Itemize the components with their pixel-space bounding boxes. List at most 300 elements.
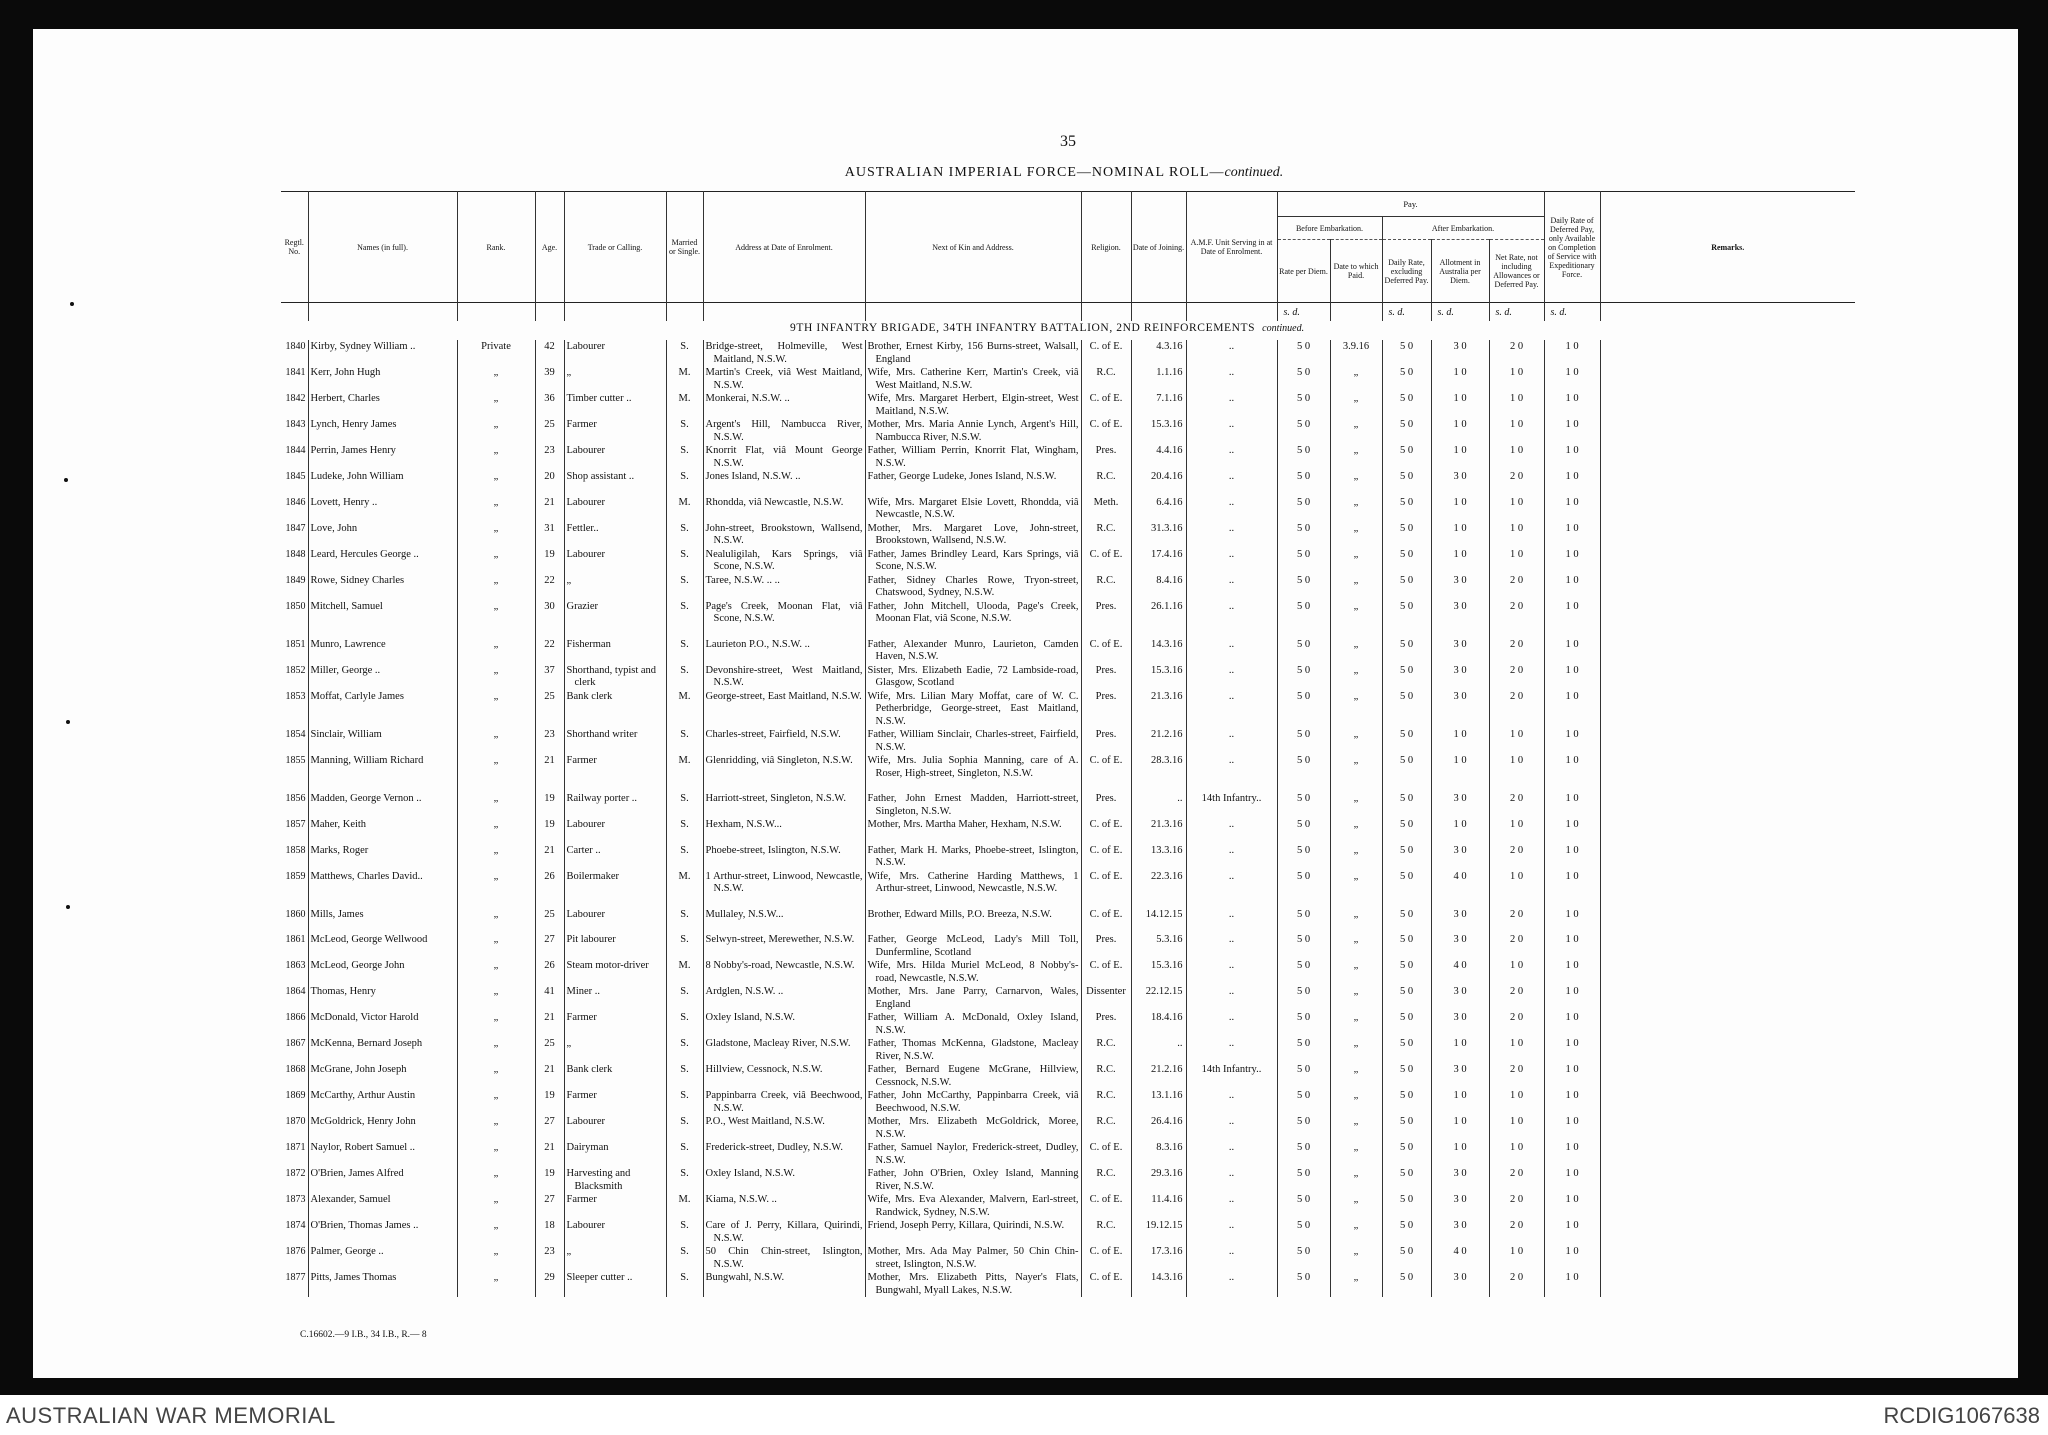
cell-name: McGrane, John Joseph bbox=[308, 1063, 457, 1089]
cell-date-joining: 4.3.16 bbox=[1131, 340, 1186, 366]
cell-date-joining: 29.3.16 bbox=[1131, 1167, 1186, 1193]
cell-net-rate: 2 0 bbox=[1489, 844, 1544, 870]
cell-date-paid: „ bbox=[1330, 1271, 1382, 1297]
cell-age: 19 bbox=[535, 1167, 564, 1193]
cell-allotment: 4 0 bbox=[1431, 959, 1489, 985]
cell-date-joining: 21.2.16 bbox=[1131, 1063, 1186, 1089]
cell-allotment: 3 0 bbox=[1431, 664, 1489, 690]
cell-date-joining: .. bbox=[1131, 792, 1186, 818]
cell-trade: Labourer bbox=[564, 1115, 666, 1141]
header-next-of-kin: Next of Kin and Address. bbox=[865, 192, 1081, 303]
cell-date-paid: „ bbox=[1330, 1063, 1382, 1089]
cell-married: M. bbox=[666, 754, 703, 792]
cell-remarks bbox=[1600, 392, 1855, 418]
cell-regtl-no: 1841 bbox=[285, 367, 306, 378]
table-row bbox=[281, 870, 1855, 908]
cell-deferred-pay: 1 0 bbox=[1544, 985, 1600, 1011]
cell-net-rate: 1 0 bbox=[1489, 1037, 1544, 1063]
cell-name: Miller, George .. bbox=[308, 664, 457, 690]
cell-date-paid: „ bbox=[1330, 664, 1382, 690]
cell-amf-unit: .. bbox=[1186, 574, 1277, 600]
cell-age: 27 bbox=[535, 1115, 564, 1141]
cell-name: Lovett, Henry .. bbox=[308, 496, 457, 522]
cell-name: Naylor, Robert Samuel .. bbox=[308, 1141, 457, 1167]
cell-regtl-no: 1850 bbox=[285, 600, 306, 612]
cell-name: McDonald, Victor Harold bbox=[308, 1011, 457, 1037]
cell-address: Rhondda, viâ Newcastle, N.S.W. bbox=[703, 496, 865, 522]
cell-date-joining: 14.3.16 bbox=[1131, 1271, 1186, 1297]
cell-address: P.O., West Maitland, N.S.W. bbox=[703, 1115, 865, 1141]
cell-date-paid: „ bbox=[1330, 522, 1382, 548]
cell-name: Herbert, Charles bbox=[308, 392, 457, 418]
cell-net-rate: 1 0 bbox=[1489, 444, 1544, 470]
cell-deferred-pay: 1 0 bbox=[1544, 366, 1600, 392]
table-row bbox=[281, 933, 1855, 959]
cell-net-rate: 2 0 bbox=[1489, 985, 1544, 1011]
cell-address: Bridge-street, Holmeville, West Maitland, N.S.W. bbox=[703, 340, 865, 366]
cell-age: 37 bbox=[535, 664, 564, 690]
cell-amf-unit: .. bbox=[1186, 985, 1277, 1011]
cell-rank: „ bbox=[457, 600, 535, 638]
cell-date-paid: „ bbox=[1330, 1245, 1382, 1271]
cell-regtl-no: 1853 bbox=[285, 690, 306, 702]
table-row bbox=[281, 792, 1855, 818]
cell-rate-per-diem: 5 0 bbox=[1277, 638, 1330, 664]
cell-rank: „ bbox=[457, 1219, 535, 1245]
cell-regtl-no: 1866 bbox=[285, 1012, 306, 1024]
table-row bbox=[281, 638, 1855, 664]
cell-age: 21 bbox=[535, 1141, 564, 1167]
cell-net-rate: 2 0 bbox=[1489, 1167, 1544, 1193]
cell-date-paid: „ bbox=[1330, 496, 1382, 522]
cell-religion: R.C. bbox=[1081, 1115, 1131, 1141]
cell-married: S. bbox=[666, 1271, 703, 1297]
cell-date-joining: 14.12.15 bbox=[1131, 908, 1186, 934]
print-code: C.16602.—9 I.B., 34 I.B., R.— 8 bbox=[300, 1330, 427, 1340]
cell-address: Frederick-street, Dudley, N.S.W. bbox=[703, 1141, 865, 1167]
sd-unit: s. d. bbox=[1431, 303, 1489, 322]
cell-rate-per-diem: 5 0 bbox=[1277, 1141, 1330, 1167]
cell-address: Charles-street, Fairfield, N.S.W. bbox=[703, 728, 865, 754]
cell-married: S. bbox=[666, 418, 703, 444]
cell-date-paid: „ bbox=[1330, 638, 1382, 664]
cell-address: Argent's Hill, Nambucca River, N.S.W. bbox=[703, 418, 865, 444]
cell-religion: Pres. bbox=[1081, 933, 1131, 959]
header-deferred: Daily Rate of Deferred Pay, only Available on Completion of Service with Expeditionary Force. bbox=[1544, 192, 1600, 303]
title-text: AUSTRALIAN IMPERIAL FORCE—NOMINAL ROLL— bbox=[844, 165, 1225, 180]
footer-institution: AUSTRALIAN WAR MEMORIAL bbox=[6, 1403, 336, 1428]
cell-net-rate: 2 0 bbox=[1489, 933, 1544, 959]
table-row bbox=[281, 366, 1855, 392]
cell-age: 25 bbox=[535, 418, 564, 444]
cell-remarks bbox=[1600, 1141, 1855, 1167]
cell-net-rate: 2 0 bbox=[1489, 1271, 1544, 1297]
cell-name: Marks, Roger bbox=[308, 844, 457, 870]
cell-age: 27 bbox=[535, 933, 564, 959]
cell-religion: C. of E. bbox=[1081, 754, 1131, 792]
cell-name: Rowe, Sidney Charles bbox=[308, 574, 457, 600]
cell-remarks bbox=[1600, 1271, 1855, 1297]
cell-religion: Pres. bbox=[1081, 792, 1131, 818]
cell-date-paid: „ bbox=[1330, 1115, 1382, 1141]
cell-trade: Pit labourer bbox=[564, 933, 666, 959]
cell-allotment: 3 0 bbox=[1431, 1219, 1489, 1245]
cell-daily-rate: 5 0 bbox=[1382, 1141, 1431, 1167]
cell-address: Martin's Creek, viâ West Maitland, N.S.W. bbox=[703, 366, 865, 392]
table-row bbox=[281, 574, 1855, 600]
cell-remarks bbox=[1600, 638, 1855, 664]
cell-rate-per-diem: 5 0 bbox=[1277, 418, 1330, 444]
cell-daily-rate: 5 0 bbox=[1382, 870, 1431, 908]
cell-regtl-no: 1857 bbox=[285, 819, 306, 831]
cell-remarks bbox=[1600, 1089, 1855, 1115]
cell-age: 22 bbox=[535, 574, 564, 600]
cell-allotment: 4 0 bbox=[1431, 870, 1489, 908]
cell-daily-rate: 5 0 bbox=[1382, 1193, 1431, 1219]
cell-rank: „ bbox=[457, 818, 535, 844]
cell-trade: „ bbox=[564, 1037, 666, 1063]
table-row bbox=[281, 522, 1855, 548]
cell-rate-per-diem: 5 0 bbox=[1277, 1271, 1330, 1297]
cell-remarks bbox=[1600, 574, 1855, 600]
cell-amf-unit: .. bbox=[1186, 1167, 1277, 1193]
margin-mark bbox=[66, 720, 70, 724]
cell-rate-per-diem: 5 0 bbox=[1277, 1219, 1330, 1245]
cell-rank: „ bbox=[457, 728, 535, 754]
cell-rank: „ bbox=[457, 1193, 535, 1219]
cell-religion: R.C. bbox=[1081, 1167, 1131, 1193]
cell-trade: Sleeper cutter .. bbox=[564, 1271, 666, 1297]
cell-remarks bbox=[1600, 1245, 1855, 1271]
table-row bbox=[281, 908, 1855, 934]
cell-address: Taree, N.S.W. .. .. bbox=[703, 574, 865, 600]
cell-rate-per-diem: 5 0 bbox=[1277, 985, 1330, 1011]
cell-date-paid: „ bbox=[1330, 1037, 1382, 1063]
cell-amf-unit: .. bbox=[1186, 1245, 1277, 1271]
table-row bbox=[281, 340, 1855, 366]
cell-date-paid: „ bbox=[1330, 470, 1382, 496]
cell-next-of-kin: Father, William Sinclair, Charles-street, Fairfield, N.S.W. bbox=[865, 728, 1081, 754]
cell-next-of-kin: Wife, Mrs. Julia Sophia Manning, care of A. Roser, High-street, Singleton, N.S.W. bbox=[865, 754, 1081, 792]
cell-amf-unit: .. bbox=[1186, 1089, 1277, 1115]
header-date-paid: Date to which Paid. bbox=[1330, 240, 1382, 303]
header-remarks: Remarks. bbox=[1600, 192, 1855, 303]
cell-rate-per-diem: 5 0 bbox=[1277, 754, 1330, 792]
cell-net-rate: 1 0 bbox=[1489, 1141, 1544, 1167]
cell-allotment: 3 0 bbox=[1431, 340, 1489, 366]
cell-daily-rate: 5 0 bbox=[1382, 1219, 1431, 1245]
table-row bbox=[281, 754, 1855, 792]
cell-married: S. bbox=[666, 638, 703, 664]
cell-rate-per-diem: 5 0 bbox=[1277, 1011, 1330, 1037]
cell-daily-rate: 5 0 bbox=[1382, 818, 1431, 844]
cell-name: McKenna, Bernard Joseph bbox=[308, 1037, 457, 1063]
cell-trade: „ bbox=[564, 1245, 666, 1271]
cell-daily-rate: 5 0 bbox=[1382, 638, 1431, 664]
cell-rank: „ bbox=[457, 522, 535, 548]
cell-age: 26 bbox=[535, 959, 564, 985]
table-row bbox=[281, 1063, 1855, 1089]
header-age: Age. bbox=[535, 192, 564, 303]
cell-address: Bungwahl, N.S.W. bbox=[703, 1271, 865, 1297]
cell-deferred-pay: 1 0 bbox=[1544, 548, 1600, 574]
cell-regtl-no: 1876 bbox=[285, 1246, 306, 1258]
cell-allotment: 3 0 bbox=[1431, 933, 1489, 959]
cell-allotment: 1 0 bbox=[1431, 418, 1489, 444]
cell-allotment: 3 0 bbox=[1431, 1193, 1489, 1219]
cell-daily-rate: 5 0 bbox=[1382, 470, 1431, 496]
cell-address: Hillview, Cessnock, N.S.W. bbox=[703, 1063, 865, 1089]
cell-amf-unit: .. bbox=[1186, 1115, 1277, 1141]
cell-rate-per-diem: 5 0 bbox=[1277, 340, 1330, 366]
cell-address: Mullaley, N.S.W... bbox=[703, 908, 865, 934]
cell-religion: C. of E. bbox=[1081, 818, 1131, 844]
cell-amf-unit: .. bbox=[1186, 754, 1277, 792]
cell-amf-unit: 14th Infantry.. bbox=[1186, 792, 1277, 818]
cell-regtl-no: 1851 bbox=[285, 638, 306, 650]
cell-net-rate: 1 0 bbox=[1489, 1115, 1544, 1141]
cell-amf-unit: .. bbox=[1186, 1011, 1277, 1037]
cell-trade: Farmer bbox=[564, 418, 666, 444]
cell-date-paid: „ bbox=[1330, 754, 1382, 792]
cell-trade: Grazier bbox=[564, 600, 666, 638]
cell-net-rate: 1 0 bbox=[1489, 548, 1544, 574]
cell-trade: Timber cutter .. bbox=[564, 392, 666, 418]
cell-rate-per-diem: 5 0 bbox=[1277, 496, 1330, 522]
table-row bbox=[281, 548, 1855, 574]
cell-trade: Bank clerk bbox=[564, 690, 666, 729]
table-row bbox=[281, 600, 1855, 638]
cell-date-joining: 1.1.16 bbox=[1131, 366, 1186, 392]
cell-name: Mitchell, Samuel bbox=[308, 600, 457, 638]
cell-next-of-kin: Father, John O'Brien, Oxley Island, Manning River, N.S.W. bbox=[865, 1167, 1081, 1193]
cell-net-rate: 1 0 bbox=[1489, 870, 1544, 908]
cell-deferred-pay: 1 0 bbox=[1544, 1115, 1600, 1141]
cell-rate-per-diem: 5 0 bbox=[1277, 792, 1330, 818]
cell-regtl-no: 1848 bbox=[285, 548, 306, 560]
cell-remarks bbox=[1600, 844, 1855, 870]
cell-next-of-kin: Wife, Mrs. Eva Alexander, Malvern, Earl-street, Randwick, Sydney, N.S.W. bbox=[865, 1193, 1081, 1219]
cell-next-of-kin: Wife, Mrs. Margaret Elsie Lovett, Rhondda, viâ Newcastle, N.S.W. bbox=[865, 496, 1081, 522]
cell-name: Palmer, George .. bbox=[308, 1245, 457, 1271]
cell-address: Ardglen, N.S.W. .. bbox=[703, 985, 865, 1011]
cell-next-of-kin: Wife, Mrs. Margaret Herbert, Elgin-street, West Maitland, N.S.W. bbox=[865, 392, 1081, 418]
cell-daily-rate: 5 0 bbox=[1382, 340, 1431, 366]
cell-allotment: 1 0 bbox=[1431, 754, 1489, 792]
cell-religion: C. of E. bbox=[1081, 638, 1131, 664]
cell-date-paid: „ bbox=[1330, 792, 1382, 818]
margin-mark bbox=[70, 302, 74, 306]
cell-daily-rate: 5 0 bbox=[1382, 985, 1431, 1011]
cell-date-paid: „ bbox=[1330, 366, 1382, 392]
table-row bbox=[281, 1193, 1855, 1219]
cell-religion: Pres. bbox=[1081, 1011, 1131, 1037]
cell-married: S. bbox=[666, 1037, 703, 1063]
cell-married: S. bbox=[666, 1167, 703, 1193]
cell-religion: Dissenter bbox=[1081, 985, 1131, 1011]
cell-remarks bbox=[1600, 418, 1855, 444]
cell-married: S. bbox=[666, 664, 703, 690]
cell-trade: Boilermaker bbox=[564, 870, 666, 908]
cell-trade: Farmer bbox=[564, 1193, 666, 1219]
cell-married: S. bbox=[666, 792, 703, 818]
cell-religion: Pres. bbox=[1081, 444, 1131, 470]
cell-married: S. bbox=[666, 728, 703, 754]
cell-rate-per-diem: 5 0 bbox=[1277, 600, 1330, 638]
table-row bbox=[281, 496, 1855, 522]
table-row bbox=[281, 470, 1855, 496]
section-heading bbox=[790, 322, 1304, 334]
cell-married: S. bbox=[666, 908, 703, 934]
cell-allotment: 1 0 bbox=[1431, 366, 1489, 392]
cell-regtl-no: 1845 bbox=[285, 471, 306, 482]
cell-remarks bbox=[1600, 600, 1855, 638]
cell-net-rate: 2 0 bbox=[1489, 340, 1544, 366]
cell-date-paid: „ bbox=[1330, 933, 1382, 959]
cell-next-of-kin: Wife, Mrs. Hilda Muriel McLeod, 8 Nobby's-road, Newcastle, N.S.W. bbox=[865, 959, 1081, 985]
cell-rank: „ bbox=[457, 664, 535, 690]
cell-allotment: 3 0 bbox=[1431, 1271, 1489, 1297]
cell-religion: C. of E. bbox=[1081, 870, 1131, 908]
cell-name: Sinclair, William bbox=[308, 728, 457, 754]
table-row bbox=[281, 418, 1855, 444]
cell-deferred-pay: 1 0 bbox=[1544, 1193, 1600, 1219]
cell-age: 39 bbox=[535, 366, 564, 392]
cell-regtl-no: 1840 bbox=[285, 341, 306, 352]
cell-rank: „ bbox=[457, 1011, 535, 1037]
cell-address: Monkerai, N.S.W. .. bbox=[703, 392, 865, 418]
cell-age: 23 bbox=[535, 1245, 564, 1271]
cell-amf-unit: .. bbox=[1186, 959, 1277, 985]
cell-date-joining: 15.3.16 bbox=[1131, 664, 1186, 690]
cell-rank: „ bbox=[457, 690, 535, 729]
cell-married: S. bbox=[666, 1011, 703, 1037]
header-before-embarkation: Before Embarkation. bbox=[1277, 217, 1382, 240]
cell-married: S. bbox=[666, 985, 703, 1011]
cell-date-joining: 8.4.16 bbox=[1131, 574, 1186, 600]
cell-rate-per-diem: 5 0 bbox=[1277, 728, 1330, 754]
cell-rank: „ bbox=[457, 574, 535, 600]
cell-name: McGoldrick, Henry John bbox=[308, 1115, 457, 1141]
cell-next-of-kin: Wife, Mrs. Lilian Mary Moffat, care of W. C. Petherbridge, George-street, East Maitland, N.S.W. bbox=[865, 690, 1081, 729]
cell-rate-per-diem: 5 0 bbox=[1277, 366, 1330, 392]
cell-date-paid: „ bbox=[1330, 728, 1382, 754]
cell-address: John-street, Brookstown, Wallsend, N.S.W. bbox=[703, 522, 865, 548]
cell-date-paid: „ bbox=[1330, 418, 1382, 444]
cell-daily-rate: 5 0 bbox=[1382, 1115, 1431, 1141]
cell-rate-per-diem: 5 0 bbox=[1277, 1037, 1330, 1063]
cell-age: 25 bbox=[535, 1037, 564, 1063]
cell-remarks bbox=[1600, 908, 1855, 934]
cell-religion: C. of E. bbox=[1081, 1271, 1131, 1297]
cell-date-joining: 13.1.16 bbox=[1131, 1089, 1186, 1115]
cell-rate-per-diem: 5 0 bbox=[1277, 1063, 1330, 1089]
cell-next-of-kin: Father, William Perrin, Knorrit Flat, Wingham, N.S.W. bbox=[865, 444, 1081, 470]
cell-allotment: 1 0 bbox=[1431, 522, 1489, 548]
cell-trade: Labourer bbox=[564, 908, 666, 934]
cell-rate-per-diem: 5 0 bbox=[1277, 870, 1330, 908]
cell-religion: Pres. bbox=[1081, 600, 1131, 638]
cell-address: Phoebe-street, Islington, N.S.W. bbox=[703, 844, 865, 870]
cell-regtl-no: 1869 bbox=[285, 1090, 306, 1102]
cell-daily-rate: 5 0 bbox=[1382, 728, 1431, 754]
cell-date-paid: „ bbox=[1330, 1167, 1382, 1193]
cell-date-joining: 13.3.16 bbox=[1131, 844, 1186, 870]
table-row bbox=[281, 959, 1855, 985]
cell-deferred-pay: 1 0 bbox=[1544, 933, 1600, 959]
cell-age: 21 bbox=[535, 1011, 564, 1037]
cell-remarks bbox=[1600, 792, 1855, 818]
cell-deferred-pay: 1 0 bbox=[1544, 1245, 1600, 1271]
cell-regtl-no: 1864 bbox=[285, 986, 306, 998]
cell-regtl-no: 1855 bbox=[285, 755, 306, 767]
cell-regtl-no: 1874 bbox=[285, 1220, 306, 1232]
cell-age: 42 bbox=[535, 340, 564, 366]
cell-allotment: 3 0 bbox=[1431, 690, 1489, 729]
cell-name: McLeod, George John bbox=[308, 959, 457, 985]
cell-next-of-kin: Mother, Mrs. Jane Parry, Carnarvon, Wales, England bbox=[865, 985, 1081, 1011]
cell-rank: „ bbox=[457, 418, 535, 444]
cell-rate-per-diem: 5 0 bbox=[1277, 548, 1330, 574]
cell-rank: „ bbox=[457, 444, 535, 470]
cell-deferred-pay: 1 0 bbox=[1544, 818, 1600, 844]
cell-rank: „ bbox=[457, 985, 535, 1011]
cell-date-paid: „ bbox=[1330, 818, 1382, 844]
cell-date-joining: 19.12.15 bbox=[1131, 1219, 1186, 1245]
cell-allotment: 1 0 bbox=[1431, 496, 1489, 522]
cell-rank: „ bbox=[457, 1037, 535, 1063]
cell-next-of-kin: Father, John Mitchell, Ulooda, Page's Creek, Moonan Flat, viâ Scone, N.S.W. bbox=[865, 600, 1081, 638]
cell-net-rate: 2 0 bbox=[1489, 690, 1544, 729]
cell-religion: C. of E. bbox=[1081, 959, 1131, 985]
cell-remarks bbox=[1600, 1063, 1855, 1089]
cell-amf-unit: .. bbox=[1186, 340, 1277, 366]
section-suffix: continued. bbox=[1262, 323, 1305, 334]
cell-regtl-no: 1844 bbox=[285, 445, 306, 456]
cell-deferred-pay: 1 0 bbox=[1544, 392, 1600, 418]
cell-date-paid: „ bbox=[1330, 870, 1382, 908]
cell-married: S. bbox=[666, 444, 703, 470]
cell-address: Oxley Island, N.S.W. bbox=[703, 1011, 865, 1037]
cell-religion: Pres. bbox=[1081, 664, 1131, 690]
cell-rate-per-diem: 5 0 bbox=[1277, 470, 1330, 496]
cell-deferred-pay: 1 0 bbox=[1544, 1011, 1600, 1037]
cell-trade: Miner .. bbox=[564, 985, 666, 1011]
cell-next-of-kin: Mother, Mrs. Maria Annie Lynch, Argent's Hill, Nambucca River, N.S.W. bbox=[865, 418, 1081, 444]
cell-religion: C. of E. bbox=[1081, 1141, 1131, 1167]
cell-rate-per-diem: 5 0 bbox=[1277, 444, 1330, 470]
cell-trade: Fisherman bbox=[564, 638, 666, 664]
cell-deferred-pay: 1 0 bbox=[1544, 690, 1600, 729]
cell-age: 25 bbox=[535, 908, 564, 934]
cell-age: 27 bbox=[535, 1193, 564, 1219]
cell-age: 22 bbox=[535, 638, 564, 664]
cell-rate-per-diem: 5 0 bbox=[1277, 522, 1330, 548]
cell-rate-per-diem: 5 0 bbox=[1277, 690, 1330, 729]
cell-next-of-kin: Father, George McLeod, Lady's Mill Toll, Dunfermline, Scotland bbox=[865, 933, 1081, 959]
cell-age: 19 bbox=[535, 818, 564, 844]
cell-next-of-kin: Father, Thomas McKenna, Gladstone, Macleay River, N.S.W. bbox=[865, 1037, 1081, 1063]
cell-date-joining: 26.4.16 bbox=[1131, 1115, 1186, 1141]
cell-rank: Private bbox=[457, 340, 535, 366]
cell-daily-rate: 5 0 bbox=[1382, 690, 1431, 729]
cell-rank: „ bbox=[457, 792, 535, 818]
cell-rank: „ bbox=[457, 933, 535, 959]
cell-allotment: 1 0 bbox=[1431, 818, 1489, 844]
cell-rate-per-diem: 5 0 bbox=[1277, 392, 1330, 418]
cell-trade: Farmer bbox=[564, 1089, 666, 1115]
cell-date-joining: 18.4.16 bbox=[1131, 1011, 1186, 1037]
